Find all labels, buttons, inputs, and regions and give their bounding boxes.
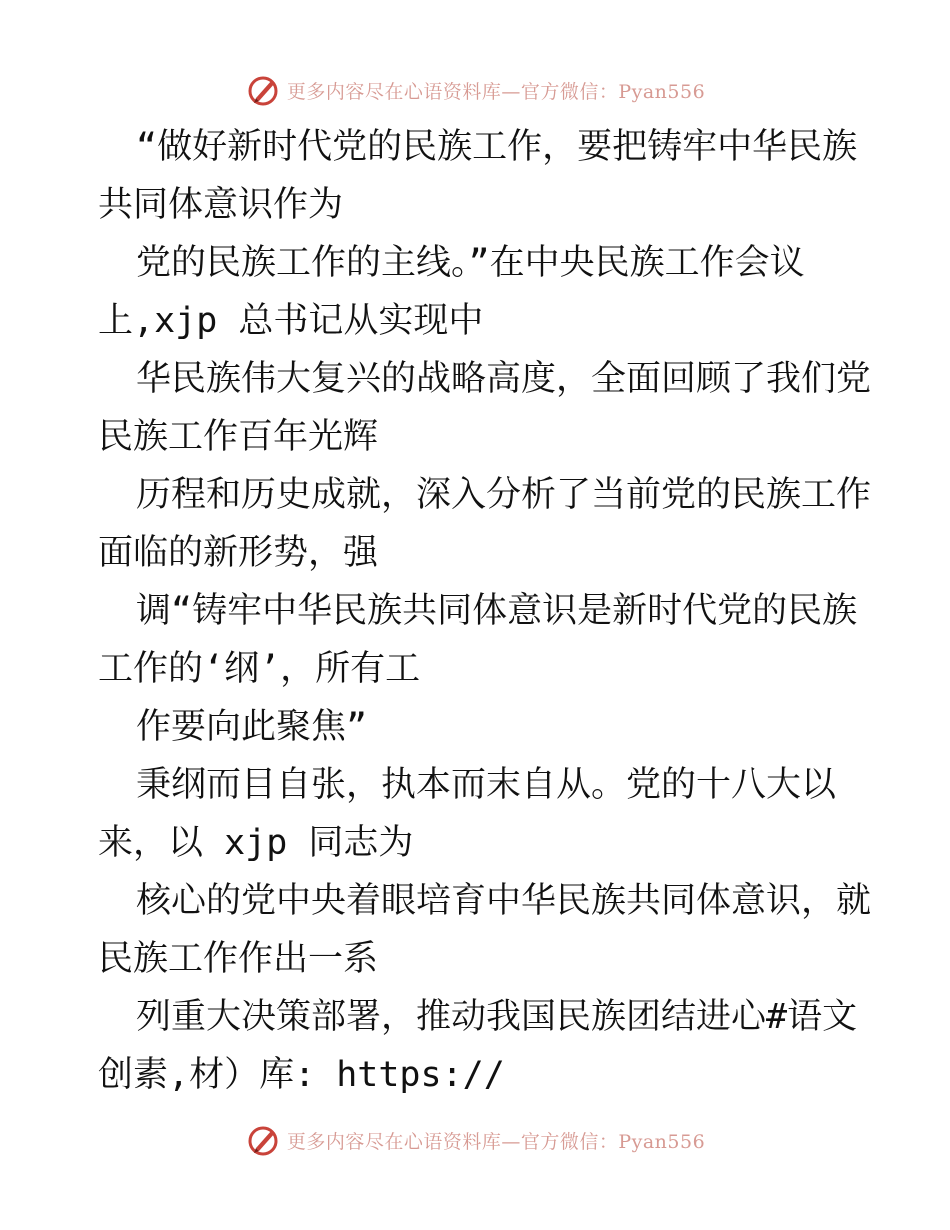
text-line: 核心的党中央着眼培育中华民族共同体意识，就 — [136, 881, 872, 921]
text-line: 上,xjp 总书记从实现中 — [98, 301, 484, 341]
text-line: 列重大决策部署，推动我国民族团结进心#语文 — [136, 997, 858, 1037]
text-line: 面临的新形势，强 — [98, 533, 379, 573]
text-line: 党的民族工作的主线。”在中央民族工作会议 — [136, 243, 805, 283]
pen-circle-logo-icon — [245, 1122, 281, 1158]
text-line: 来，以 xjp 同志为 — [98, 823, 414, 863]
footer-banner — [0, 1120, 950, 1160]
text-line: 历程和历史成就，深入分析了当前党的民族工作 — [136, 475, 872, 515]
pen-circle-logo-icon — [245, 72, 281, 108]
header-banner-text: 更多内容尽在心语资料库—官方微信：Pyan556 — [286, 80, 706, 103]
text-line: 工作的‘纲’，所有工 — [98, 649, 421, 689]
text-line: 民族工作百年光辉 — [98, 417, 379, 457]
text-line: 华民族伟大复兴的战略高度，全面回顾了我们党 — [136, 359, 872, 399]
text-line: 调“铸牢中华民族共同体意识是新时代党的民族 — [136, 591, 858, 631]
text-line: 秉纲而目自张，执本而末自从。党的十八大以 — [136, 765, 837, 805]
article-body — [98, 118, 878, 1104]
header-banner — [0, 70, 950, 110]
footer-banner-text: 更多内容尽在心语资料库—官方微信：Pyan556 — [286, 1130, 706, 1153]
text-line: 作要向此聚焦” — [136, 707, 368, 747]
text-line: 共同体意识作为 — [98, 185, 344, 225]
text-line: 民族工作作出一系 — [98, 939, 379, 979]
text-line: 创素,材）库: https:// — [98, 1055, 505, 1095]
text-line: “做好新时代党的民族工作，要把铸牢中华民族 — [136, 127, 858, 167]
